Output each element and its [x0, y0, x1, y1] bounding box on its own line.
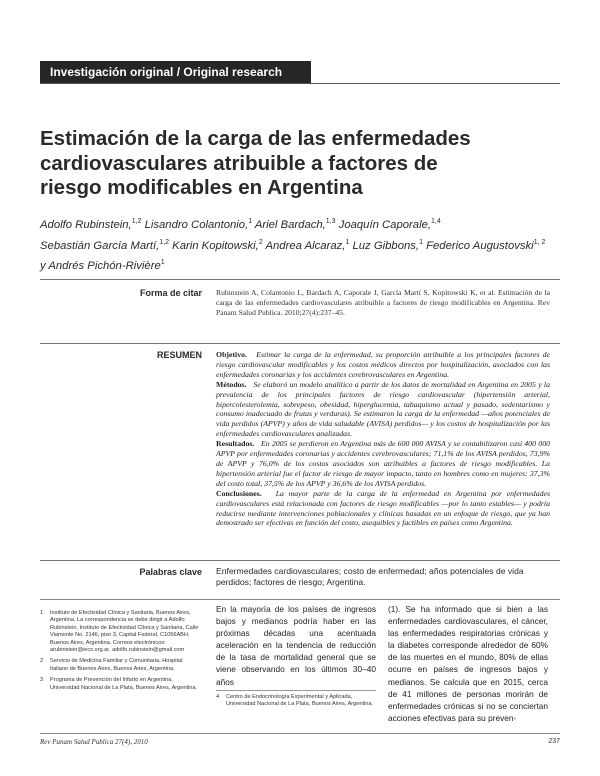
footnote: [40, 610, 202, 654]
footnote: [40, 677, 202, 692]
author-affiliation: 1,2: [131, 218, 142, 225]
abstract-text: La mayor parte de la carga de la enfermedad en Argentina por enfermedades cardiovasculares está relacionada con factores de riesgo modificables —por lo tanto estables— y podría reducirse mediante intervenciones poblacionales y clínicas basadas en un enfoque de riesgo, que ya han demostrado ser efectivas en función del costo, asequibles y factibles en países como Argentina.: [216, 488, 550, 528]
footnote-text: Programa de Prevención del Infarto en Argentina, Universidad Nacional de La Plata, Buenos Aires, Argentina.: [50, 677, 198, 691]
author-affiliation: 2: [258, 238, 263, 246]
abstract-text: En 2005 se perdieron en Argentina más de 600 000 AVISA y se contabilizaron casi 400 000 APVP por enfermedades coronarias y accidentes cerebrovasculares; 71,1% de los AVISA perdidos, 73,9% de APVP y 76,0% de los costos asociados son atribuibles a factores de riesgo modificables. La hipertensión arterial fue el factor de riesgo de mayor impacto, tanto en hombres como en mujeres: 37,3% del costo total, 37,5% de los APVP y 36,6% de los AVISA perdidos.: [216, 439, 550, 488]
author: [265, 240, 349, 252]
citation-rule: [40, 279, 560, 280]
footnote-number: 4: [216, 694, 220, 700]
author-affiliation: 1: [160, 259, 165, 267]
footnote-text: Servicio de Medicina Familiar y Comunitaria, Hospital Italiano de Buenos Aires, Buenos Aires, Argentina.: [50, 658, 183, 672]
footnote: [40, 658, 202, 673]
footnote: [216, 694, 376, 709]
keywords-text: Enfermedades cardiovasculares; costo de enfermedad; años potenciales de vida perdidos; factores de riesgo; Argentina.: [216, 566, 524, 587]
author: [40, 219, 141, 231]
author-affiliation: 1,4: [431, 218, 441, 225]
author-list: [40, 213, 560, 275]
author-affiliation: 1: [419, 238, 423, 246]
header-rule: [40, 83, 560, 84]
author: [40, 240, 169, 252]
abstract-head: Objetivo.: [216, 350, 247, 359]
author-name: y Andrés Pichón-Rivière: [40, 260, 161, 273]
keywords-rule: [40, 560, 560, 561]
body-rule: [40, 599, 560, 600]
author-name: Sebastián García Martí,: [40, 239, 160, 252]
author-name: Adolfo Rubinstein,: [40, 218, 132, 231]
body-column-2: (1). Se ha informado que si bien a las enfermedades cardiovasculares, el cáncer, las enfermedades respiratorias crónicas y la diabetes corresponde alrededor de 60% de las muertes en el mundo, 80% de ellas ocurre en países de ingresos bajos y medianos. Se calcula que en 2015, cerca de 41 millones de personas morirán de enfermedades crónicas si no se conciertan acciones efectivas para su preven-: [388, 604, 548, 723]
author-name: Federico Augustovski: [426, 239, 534, 252]
citation-label: Forma de citar: [139, 288, 202, 298]
author-affiliation: 1: [248, 218, 253, 225]
author-name: Karin Kopitowski,: [172, 239, 259, 252]
keywords-label: Palabras clave: [139, 567, 202, 577]
abstract-results: [216, 439, 550, 489]
article-title: Estimación de la carga de las enfermedades cardiovasculares atribuible a factores de riesgo modificables en Argentina: [40, 127, 471, 199]
abstract-text: Estimar la carga de la enfermedad, su proporción atribuible a los principales factores de riesgo cardiovascular modificables y los costos médicos directos por hospitalización, asociados con las enfermedades coronarias y los accidentes cerebrovasculares en Argentina.: [216, 350, 550, 379]
page-number: 237: [548, 738, 560, 745]
abstract-head: Métodos.: [216, 379, 247, 389]
abstract-rule: [40, 343, 560, 344]
abstract-conclusions: [216, 489, 550, 529]
author: [172, 240, 263, 252]
abstract: [216, 350, 550, 528]
journal-reference: Rev Panam Salud Publica 27(4), 2010: [40, 738, 148, 746]
affiliation-footnotes: [40, 610, 202, 696]
footnote-4: [216, 690, 376, 713]
abstract-objective: [216, 350, 550, 380]
author: [426, 240, 545, 252]
author-name: Luz Gibbons,: [352, 239, 420, 252]
footnote-number: 2: [40, 658, 44, 665]
author-name: Joaquín Caporale,: [338, 218, 431, 231]
author: [40, 260, 165, 272]
author-name: Andrea Alcaraz,: [265, 239, 346, 252]
body-column-1: En la mayoría de los países de ingresos bajos y medianos podría haber en las próximas décadas una acentuada aceleración en la tendencia de reducción de la tasa de mortalidad general que se viene observando en los últimos 30–40 años: [216, 604, 376, 687]
author-affiliation: 1, 2: [533, 238, 546, 246]
section-label: Investigación original / Original research: [40, 61, 311, 83]
footer-rule: [40, 733, 560, 734]
citation-text: Rubinstein A, Colantonio L, Bardach A, Caporale J, García Martí S, Kopitowski K, et al. Estimación de la carga de las enfermedades cardiovasculares atribuible a factores de riesgo modificables en Argentina. Rev Panam Salud Publica. 2010;27(4):237–45.: [216, 288, 550, 317]
abstract-label: RESUMEN: [156, 350, 202, 360]
footnote-number: 1: [40, 610, 44, 616]
author: [255, 219, 336, 231]
author-affiliation: 1,2: [159, 238, 170, 246]
abstract-text: Se elaboró un modelo analítico a partir de los datos de mortalidad en Argentina en 2005 y la prevalencia de los principales factores de riesgo cardiovascular (hipertensión arterial, hipercolesterolemia, sobrepeso, obesidad, hiperglucemia, tabaquismo actual y pasado, sedentarismo y consumo inadecuado de frutas y verduras). Se estimaron la carga de la enfermedad —años potenciales de vida perdidos (APVP) y años de vida saludable (AVISA) perdidos— y los costos de hospitalización por las enfermedades cardiovasculares analizadas.: [216, 379, 550, 439]
author: [145, 219, 253, 231]
footnote-number: 3: [40, 677, 44, 684]
author: [352, 240, 422, 252]
author-name: Lisandro Colantonio,: [144, 218, 249, 231]
author-name: Ariel Bardach,: [254, 218, 326, 231]
author-affiliation: 1,3: [325, 218, 336, 225]
footnote-text: Instituto de Efectividad Clínica y Sanitaria, Buenos Aires, Argentina. La correspondencia se debe dirigir a Adolfo Rubinstein, Instituto de Efectividad Clínica y Sanitaria, Calle Viamonte No. 2146, piso 3, Capital Federal, C1056ABH, Buenos Aires, Argentina. Correos electrónicos: arubinstein@iecs.org.ar, adolfo.rubinstein@gmail.com: [50, 610, 199, 654]
footnote-text: Centro de Endocrinología Experimental y Aplicada, Universidad Nacional de La Plata, Buenos Aires, Argentina.: [226, 694, 374, 708]
abstract-head: Resultados.: [216, 439, 255, 449]
abstract-head: Conclusiones.: [216, 488, 262, 498]
author-affiliation: 1: [345, 238, 350, 246]
author: [339, 219, 441, 231]
abstract-methods: [216, 380, 550, 439]
